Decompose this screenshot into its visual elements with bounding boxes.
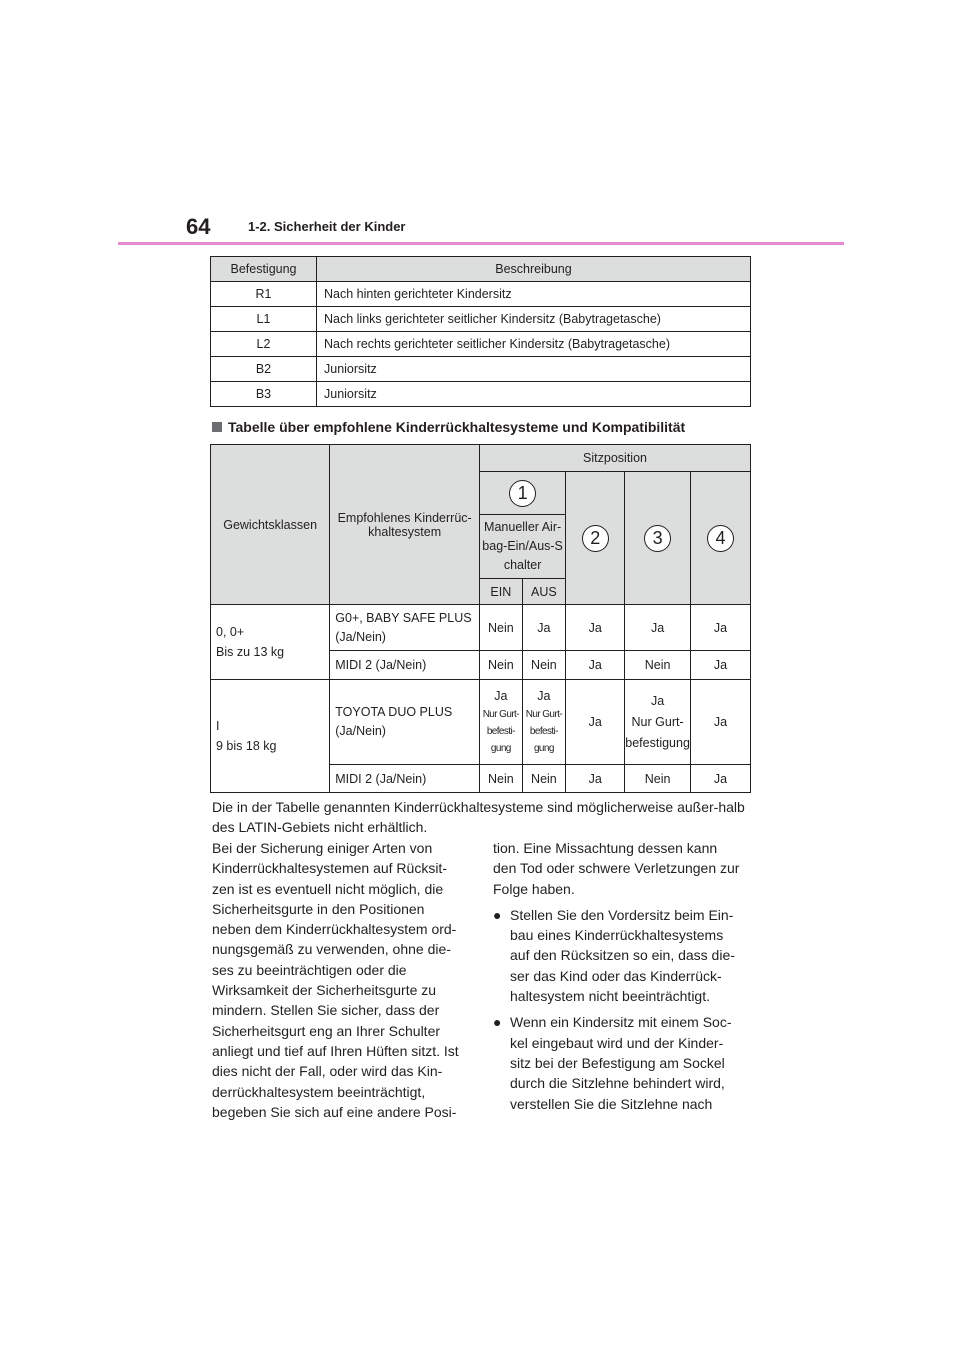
system-header-line: khaltesystem — [368, 524, 442, 539]
cell-value: Nein — [522, 651, 566, 680]
fixture-description: Nach hinten gerichteter Kindersitz — [317, 282, 751, 307]
fixture-description: Nach links gerichteter seitlicher Kindersitz (Babytragetasche) — [317, 307, 751, 332]
weight-class-line: I — [216, 719, 220, 733]
weight-class-line: 0, 0+ — [216, 625, 245, 639]
fixture-code: B3 — [211, 382, 317, 407]
cell-condition: Nur Gurt- — [631, 714, 684, 729]
seat-3-number: 3 — [644, 525, 671, 552]
cell-value: Nein — [522, 765, 566, 793]
cell-condition: befesti- — [529, 726, 558, 737]
system-name-line: TOYOTA DUO PLUS — [335, 705, 453, 719]
compatibility-heading — [212, 419, 685, 435]
text-line: dies nicht der Fall, oder wird das Kin- — [212, 1063, 443, 1080]
cell-main-value: Ja — [650, 693, 665, 708]
weight-class — [211, 680, 330, 793]
cell-value: Ja — [522, 605, 566, 651]
weight-class — [211, 605, 330, 680]
fixture-description: Juniorsitz — [317, 382, 751, 407]
text-line: tion. Eine Missachtung dessen kann — [493, 840, 718, 856]
fixture-description: Juniorsitz — [317, 357, 751, 382]
availability-note: Die in der Tabelle genannten Kinderrückhaltesysteme sind möglicherweise außer-halb des LATIN-Gebiets nicht erhältlich. — [212, 799, 745, 835]
fixture-code: L1 — [211, 307, 317, 332]
text-line: Folge haben. — [493, 880, 575, 897]
table-row — [211, 357, 751, 382]
system-header-line: Empfohlenes Kinderrüc- — [337, 510, 472, 525]
bullet-dot-icon: ● — [493, 906, 502, 923]
table-row — [211, 307, 751, 332]
text-line: neben dem Kinderrückhaltesystem ord- — [212, 921, 457, 938]
fixture-description: Nach rechts gerichteter seitlicher Kindersitz (Babytragetasche) — [317, 332, 751, 357]
bullet-item — [493, 905, 755, 1006]
header-divider — [118, 242, 844, 245]
compatibility-heading-text: Tabelle über empfohlene Kinderrückhaltesysteme und Kompatibilität — [228, 419, 686, 435]
airbag-switch-line: bag-Ein/Aus-S — [482, 539, 563, 553]
fixture-code: L2 — [211, 332, 317, 357]
column-header: Befestigung — [211, 257, 317, 282]
ein-header: EIN — [480, 579, 523, 605]
bullet-dot-icon: ● — [493, 1014, 502, 1031]
system-name-line: G0+, BABY SAFE PLUS — [335, 610, 472, 625]
text-line: durch die Sitzlehne behindert wird, — [510, 1075, 725, 1092]
text-line: verstellen Sie die Sitzlehne nach — [510, 1095, 713, 1112]
cell-value: Ja — [690, 680, 750, 765]
text-line: kel eingebaut wird und der Kinder- — [510, 1034, 724, 1051]
text-line: mindern. Stellen Sie sicher, dass der — [212, 1002, 440, 1019]
seat-2-header — [566, 472, 625, 605]
seat-4-number: 4 — [707, 525, 734, 552]
cell-value: Ja — [690, 651, 750, 680]
fixture-code: B2 — [211, 357, 317, 382]
system-name — [330, 680, 480, 765]
text-line: ses zu beeinträchtigen oder die — [212, 961, 407, 978]
weight-class-header: Gewichtsklassen — [211, 445, 330, 605]
cell-main-value: Ja — [537, 689, 551, 703]
cell-condition: befestigung — [625, 735, 690, 750]
fixture-table — [210, 256, 751, 407]
system-name: MIDI 2 (Ja/Nein) — [330, 651, 480, 680]
cell-condition: Nur Gurt- — [525, 709, 563, 720]
text-line: Sicherheitsgurte in den Positionen — [212, 900, 425, 917]
fixture-code: R1 — [211, 282, 317, 307]
cell-condition: gung — [533, 743, 554, 754]
cell-value: Ja — [566, 605, 625, 651]
text-line: Kinderrückhaltesystemen auf Rücksit- — [212, 860, 447, 877]
text-line: zen ist es eventuell nicht möglich, die — [212, 880, 444, 897]
cell-value: Nein — [480, 651, 523, 680]
text-line: auf den Rücksitzen so ein, dass die- — [510, 947, 735, 964]
table-header-row — [211, 257, 751, 282]
cell-value: Ja — [566, 765, 625, 793]
text-line: sitz bei der Befestigung am Sockel — [510, 1054, 725, 1071]
seat-position-header: Sitzposition — [480, 445, 751, 472]
text-line: Stellen Sie den Vordersitz beim Ein- — [510, 906, 734, 923]
cell-main-value: Ja — [494, 689, 508, 703]
weight-class-line: 9 bis 18 kg — [216, 739, 277, 753]
table-row — [211, 382, 751, 407]
table-row — [211, 282, 751, 307]
cell-value: Ja — [566, 680, 625, 765]
cell-value — [480, 680, 523, 765]
system-header — [330, 445, 480, 605]
cell-value: Nein — [480, 605, 523, 651]
system-name-line: (Ja/Nein) — [335, 724, 386, 738]
square-bullet-icon — [212, 422, 222, 432]
right-column-text — [493, 838, 755, 1114]
airbag-switch-line: chalter — [503, 558, 542, 572]
left-column-text — [212, 838, 470, 1122]
seat-4-header — [690, 472, 750, 605]
table-row — [211, 680, 751, 765]
cell-value: Nein — [480, 765, 523, 793]
text-line: nungsgemäß zu verwenden, ohne die- — [212, 941, 451, 958]
seat-1-number: 1 — [509, 480, 536, 507]
airbag-switch-line: Manueller Air- — [484, 520, 562, 534]
cell-value: Nein — [625, 651, 691, 680]
system-name — [330, 605, 480, 651]
cell-value: Nein — [625, 765, 691, 793]
cell-value: Ja — [625, 605, 691, 651]
seat-3-header — [625, 472, 691, 605]
section-title: 1-2. Sicherheit der Kinder — [248, 219, 406, 234]
cell-value: Ja — [690, 765, 750, 793]
cell-condition: gung — [490, 743, 511, 754]
cell-value: Ja — [690, 605, 750, 651]
cell-value — [522, 680, 566, 765]
text-line: bau eines Kinderrückhaltesystems — [510, 927, 724, 944]
table-row — [211, 332, 751, 357]
text-line: ser das Kind oder das Kinderrück- — [510, 967, 722, 984]
cell-value: Ja — [566, 651, 625, 680]
weight-class-line: Bis zu 13 kg — [216, 645, 285, 659]
text-line: Bei der Sicherung einiger Arten von — [212, 840, 433, 856]
column-header: Beschreibung — [317, 257, 751, 282]
system-name: MIDI 2 (Ja/Nein) — [330, 765, 480, 793]
compatibility-table — [210, 444, 751, 793]
text-line: haltesystem nicht beeinträchtigt. — [510, 988, 710, 1005]
text-line: Sicherheitsgurt eng an Ihrer Schulter — [212, 1022, 441, 1039]
seat-2-number: 2 — [582, 525, 609, 552]
cell-condition: befesti- — [486, 726, 515, 737]
table-row — [211, 605, 751, 651]
text-line: begeben Sie sich auf eine andere Posi- — [212, 1103, 457, 1120]
text-line: den Tod oder schwere Verletzungen zur — [493, 860, 740, 877]
system-name-line: (Ja/Nein) — [335, 629, 386, 644]
aus-header: AUS — [522, 579, 566, 605]
bullet-item — [493, 1012, 755, 1113]
text-line: Wirksamkeit der Sicherheitsgurte zu — [212, 982, 437, 999]
table-header-row — [211, 445, 751, 472]
page-number: 64 — [186, 214, 211, 239]
seat-1-header — [480, 472, 566, 515]
cell-condition: Nur Gurt- — [482, 709, 519, 720]
text-line: Wenn ein Kindersitz mit einem Soc- — [510, 1014, 732, 1031]
airbag-switch-header — [480, 515, 566, 579]
text-line: derrückhaltesystem beeinträchtigt, — [212, 1083, 426, 1100]
text-line: anliegt und tief auf Ihren Hüften sitzt. Ist — [212, 1042, 459, 1059]
cell-value — [625, 680, 691, 765]
